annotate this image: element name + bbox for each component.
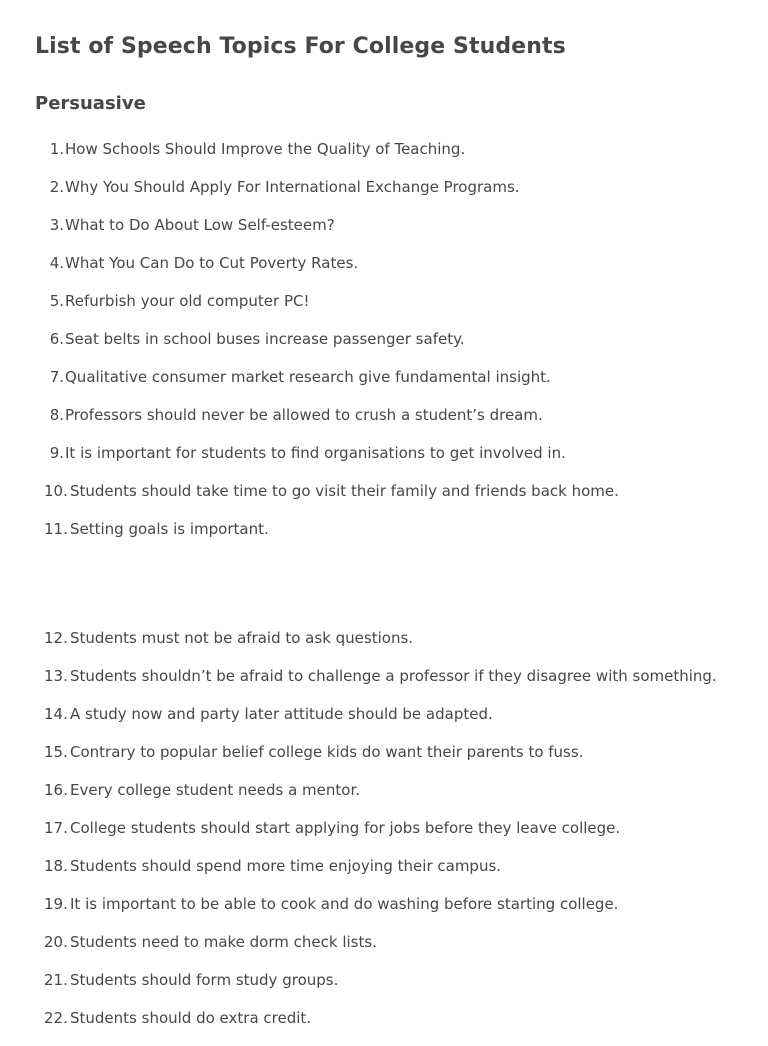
- document-title: List of Speech Topics For College Students: [35, 34, 566, 59]
- list-item: [0, 253, 768, 291]
- list-item-number: 20.: [44, 933, 68, 951]
- list-item-number: 9.: [49, 444, 64, 462]
- list-item-text: Students need to make dorm check lists.: [70, 933, 377, 951]
- list-item-number: 6.: [49, 330, 64, 348]
- list-item-number: 3.: [49, 216, 64, 234]
- list-item-text: Seat belts in school buses increase passenger safety.: [65, 330, 465, 348]
- speech-topic-list-part-2: [0, 628, 768, 1046]
- list-item-number: 21.: [44, 971, 68, 989]
- list-item-text: Qualitative consumer market research give fundamental insight.: [65, 368, 551, 386]
- list-item-number: 8.: [49, 406, 64, 424]
- list-item: [0, 742, 768, 780]
- list-item-text: How Schools Should Improve the Quality of Teaching.: [65, 140, 466, 158]
- list-item-text: Every college student needs a mentor.: [70, 781, 361, 799]
- list-item-number: 11.: [44, 520, 68, 538]
- list-item: [0, 970, 768, 1008]
- list-item-number: 4.: [49, 254, 64, 272]
- list-item: [0, 519, 768, 557]
- list-item-number: 16.: [44, 781, 68, 799]
- list-item: [0, 932, 768, 970]
- list-item-text: Professors should never be allowed to crush a student’s dream.: [65, 406, 543, 424]
- list-item-number: 22.: [44, 1009, 68, 1027]
- list-item: [0, 1008, 768, 1046]
- list-item-text: Students should do extra credit.: [70, 1009, 312, 1027]
- list-item: [0, 367, 768, 405]
- list-item-text: Students should spend more time enjoying their campus.: [70, 857, 502, 875]
- list-item-text: What You Can Do to Cut Poverty Rates.: [65, 254, 359, 272]
- list-item-text: It is important to be able to cook and do washing before starting college.: [70, 895, 619, 913]
- list-item-text: Contrary to popular belief college kids do want their parents to fuss.: [70, 743, 584, 761]
- list-item-text: Refurbish your old computer PC!: [65, 292, 310, 310]
- section-heading-persuasive: Persuasive: [35, 93, 146, 114]
- list-item-text: What to Do About Low Self-esteem?: [65, 216, 335, 234]
- list-item: [0, 329, 768, 367]
- list-item-number: 5.: [49, 292, 64, 310]
- list-item-number: 14.: [44, 705, 68, 723]
- list-item-number: 17.: [44, 819, 68, 837]
- list-item-number: 13.: [44, 667, 68, 685]
- list-item-number: 10.: [44, 482, 68, 500]
- list-item-number: 15.: [44, 743, 68, 761]
- list-item-number: 18.: [44, 857, 68, 875]
- list-item: [0, 405, 768, 443]
- list-item: [0, 215, 768, 253]
- speech-topic-list-part-1: [0, 139, 768, 557]
- list-item: [0, 177, 768, 215]
- list-item: [0, 894, 768, 932]
- list-item: [0, 443, 768, 481]
- list-item-number: 2.: [49, 178, 64, 196]
- list-item-text: Students should form study groups.: [70, 971, 339, 989]
- list-item-text: Students shouldn’t be afraid to challenge a professor if they disagree with something.: [70, 667, 717, 685]
- list-item-text: Why You Should Apply For International Exchange Programs.: [65, 178, 520, 196]
- list-item-text: A study now and party later attitude should be adapted.: [70, 705, 493, 723]
- list-item: [0, 291, 768, 329]
- list-item-number: 1.: [49, 140, 64, 158]
- list-item: [0, 704, 768, 742]
- list-item-text: It is important for students to find organisations to get involved in.: [65, 444, 566, 462]
- list-item-text: Students must not be afraid to ask questions.: [70, 629, 414, 647]
- list-item-text: Students should take time to go visit their family and friends back home.: [70, 482, 619, 500]
- list-item: [0, 818, 768, 856]
- list-item-text: Setting goals is important.: [70, 520, 269, 538]
- list-item: [0, 139, 768, 177]
- list-item: [0, 856, 768, 894]
- list-item-number: 19.: [44, 895, 68, 913]
- list-item: [0, 666, 768, 704]
- list-item-number: 12.: [44, 629, 68, 647]
- list-item: [0, 481, 768, 519]
- list-item: [0, 628, 768, 666]
- list-item-number: 7.: [49, 368, 64, 386]
- list-item: [0, 780, 768, 818]
- list-item-text: College students should start applying for jobs before they leave college.: [70, 819, 621, 837]
